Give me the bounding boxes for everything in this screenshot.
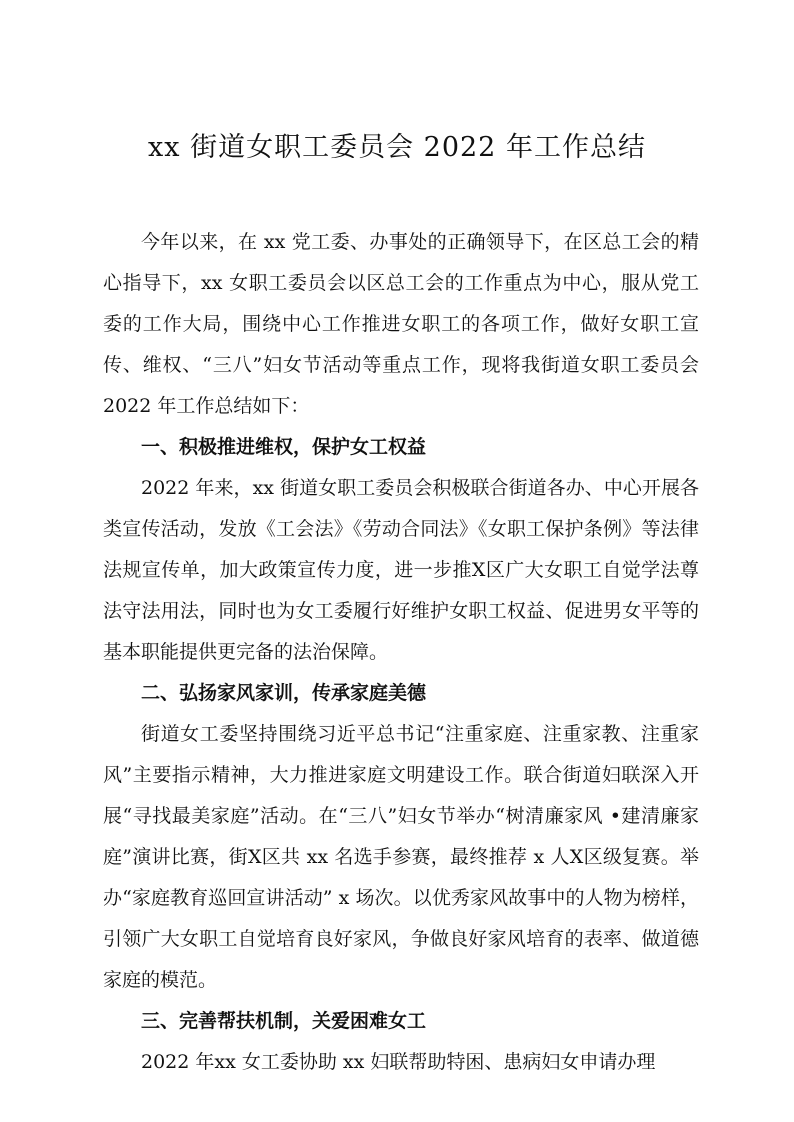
section-3-paragraph: 2022 年xx 女工委协助 xx 妇联帮助特困、患病妇女申请办理 (141, 1051, 656, 1073)
document-body (103, 222, 699, 1083)
section-1-paragraph: 2022 年来，xx 街道女职工委员会积极联合街道各办、中心开展各类宣传活动，发放《工会法》《劳动合同法》《女职工保护条例》等法律法规宣传单，加大政策宣传力度，进一步推X区广大女职工自觉学法尊法守法用法，同时也为女工委履行好维护女职工权益、促进男女平等的基本职能提供更完备的法治保障。 (103, 477, 699, 663)
document-title: xx 街道女职工委员会 2022 年工作总结 (148, 132, 646, 163)
section-1-heading: 一、积极推进维权，保护女工权益 (141, 436, 427, 458)
section-2-paragraph: 街道女工委坚持围绕习近平总书记“注重家庭、注重家教、注重家风”主要指示精神，大力推进家庭文明建设工作。联合街道妇联深入开展“寻找最美家庭”活动。在“三八”妇女节举办“树清廉家风 •建清廉家庭”演讲比赛，街X区共 xx 名选手参赛，最终推荐 x 人X区级复赛。举办“家庭教育巡回宣讲活动” x 场次。以优秀家风故事中的人物为榜样，引领广大女职工自觉培育良好家风，争做良好家风培育的表率、做道德家庭的模范。 (103, 723, 699, 991)
section-3-heading: 三、完善帮扶机制，关爱困难女工 (141, 1010, 427, 1032)
intro-paragraph: 今年以来，在 xx 党工委、办事处的正确领导下，在区总工会的精心指导下，xx 女职工委员会以区总工会的工作重点为中心，服从党工委的工作大局，围绕中心工作推进女职工的各项工作，做好女职工宣传、维权、“三八”妇女节活动等重点工作，现将我街道女职工委员会 2022 年工作总结如下： (103, 231, 699, 417)
section-2-heading: 二、弘扬家风家训，传承家庭美德 (141, 682, 427, 704)
